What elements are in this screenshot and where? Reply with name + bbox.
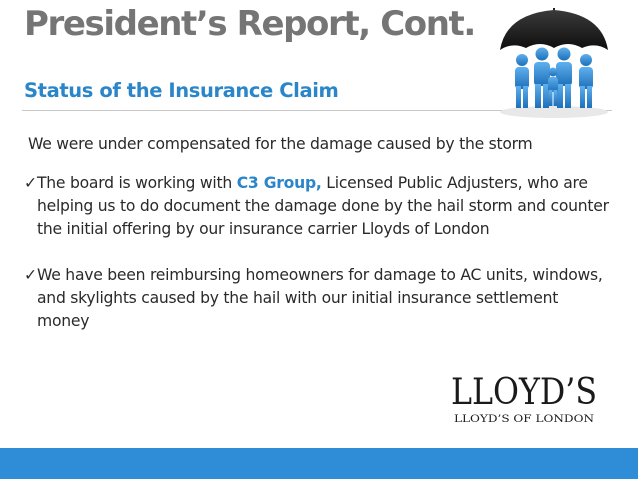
bullet-text-before: The board is working with <box>37 174 237 192</box>
bullet-text-after: Licensed Public Adjusters, who are helping us to do document the damage done by the hail storm and counter the initial offering by our insurance carrier Lloyds of London <box>37 174 609 238</box>
logo-wordmark: LLOYD’S <box>451 372 597 413</box>
bullet-item <box>24 264 614 333</box>
footer-bar <box>0 448 638 479</box>
umbrella-over-people-icon <box>492 2 616 120</box>
checkmark-icon: ✓ <box>24 266 37 284</box>
checkmark-icon: ✓ <box>24 174 37 192</box>
slide-body <box>24 133 614 333</box>
slide-title: President’s Report, Cont. <box>24 4 475 44</box>
intro-text: We were under compensated for the damage caused by the storm <box>28 135 533 153</box>
bullet-item <box>24 172 614 241</box>
slide-subtitle: Status of the Insurance Claim <box>24 79 339 102</box>
logo-tagline: LLOYD’S OF LONDON <box>454 414 595 425</box>
bullet-highlight: C3 Group, <box>236 174 322 192</box>
lloyds-logo <box>444 368 604 430</box>
bullet-text: We have been reimbursing homeowners for damage to AC units, windows, and skylights caused by the hail with our initial insurance settlement money <box>37 266 603 330</box>
